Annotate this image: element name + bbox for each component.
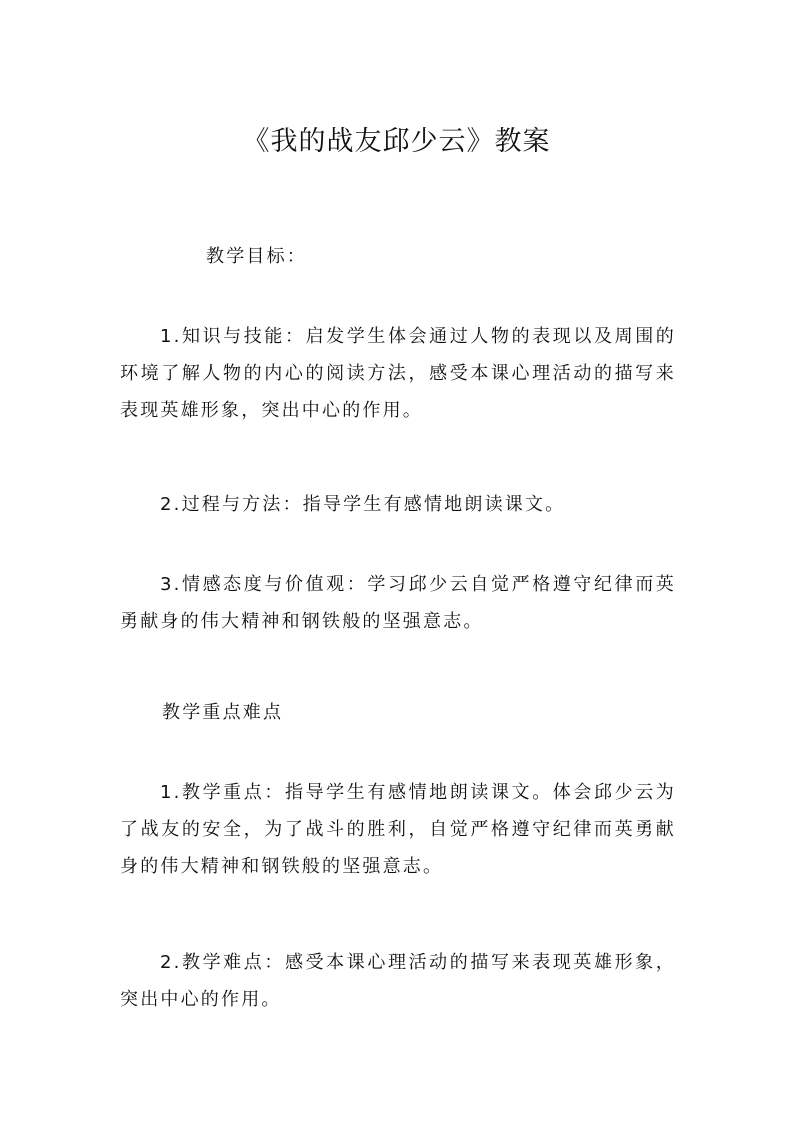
- key-point-focus: 1.教学重点：指导学生有感情地朗读课文。体会邱少云为了战友的安全，为了战斗的胜利，自觉严格遵守纪律而英勇献身的伟大精神和钢铁般的坚强意志。: [120, 782, 676, 877]
- objective-emotion-values: 3.情感态度与价值观：学习邱少云自觉严格遵守纪律而英勇献身的伟大精神和钢铁般的坚强意志。: [120, 574, 676, 632]
- document-title: 《我的战友邱少云》教案: [242, 126, 551, 157]
- objective-knowledge-skills: 1.知识与技能：启发学生体会通过人物的表现以及周围的环境了解人物的内心的阅读方法，感受本课心理活动的描写来表现英雄形象，突出中心的作用。: [120, 326, 676, 421]
- objective-process-method: 2.过程与方法：指导学生有感情地朗读课文。: [160, 494, 566, 515]
- section-heading-objectives: 教学目标：: [206, 246, 307, 267]
- key-point-difficulty: 2.教学难点：感受本课心理活动的描写来表现英雄形象，突出中心的作用。: [120, 952, 676, 1010]
- section-heading-key-points: 教学重点难点: [162, 702, 284, 723]
